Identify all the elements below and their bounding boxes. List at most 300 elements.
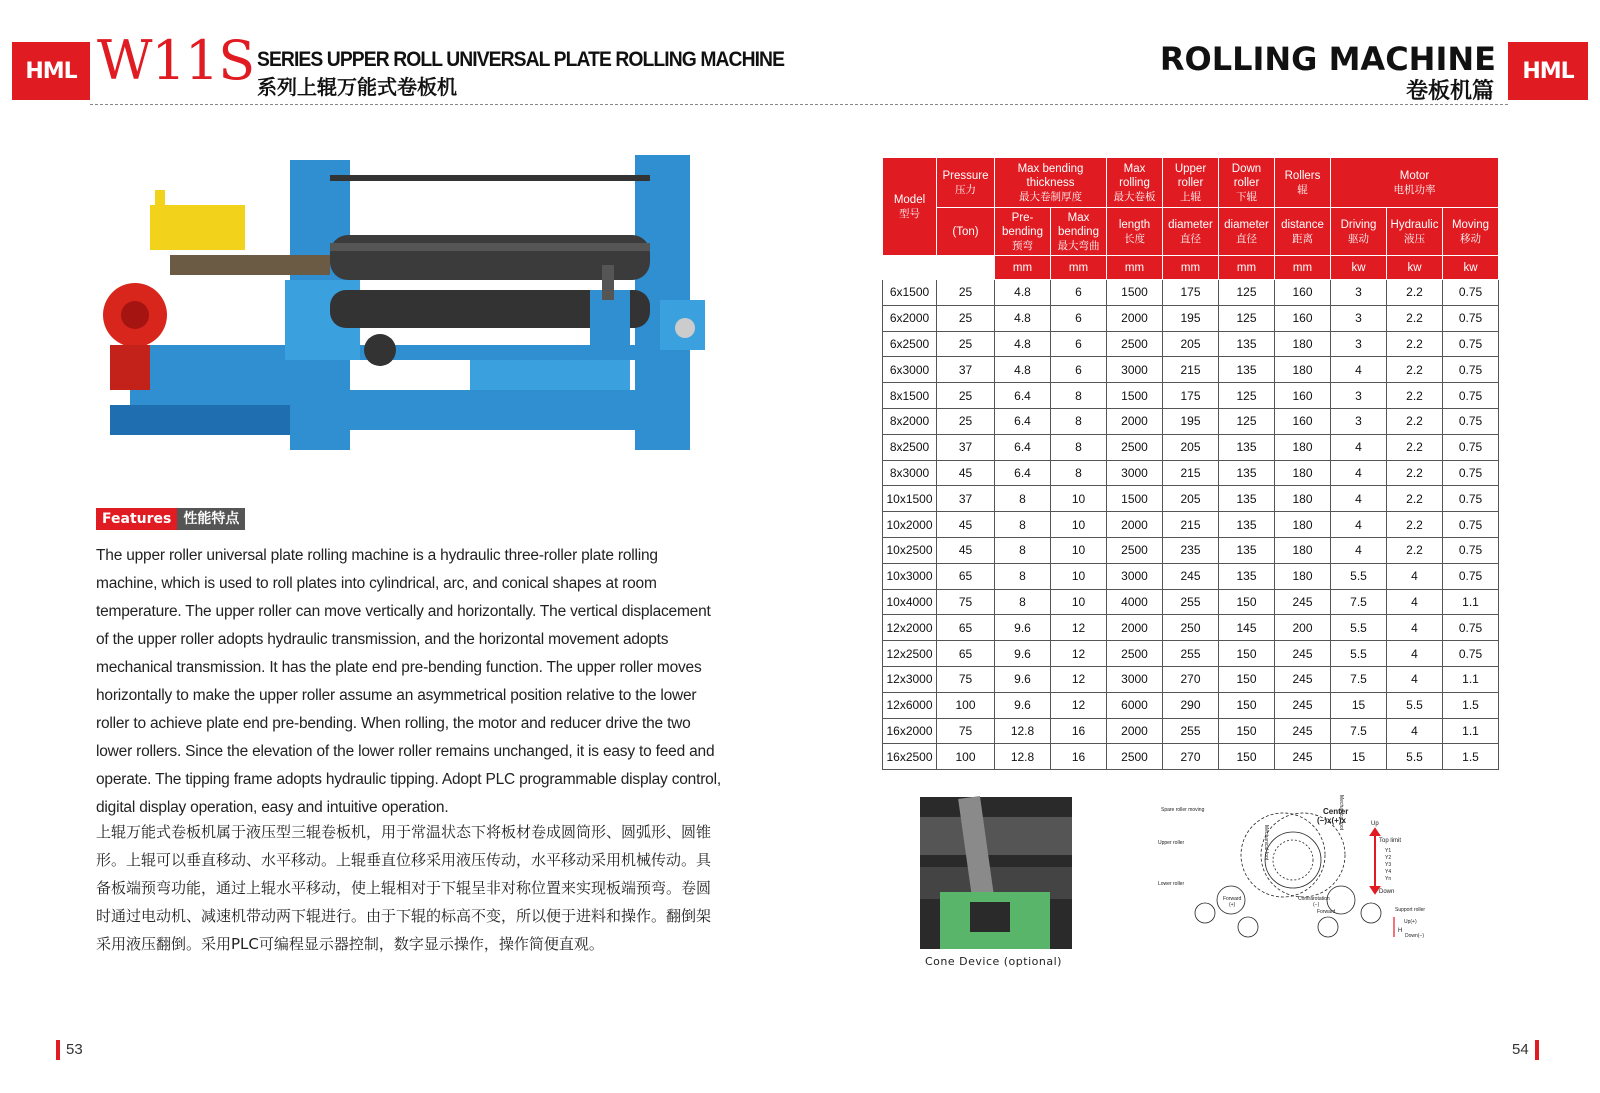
table-cell: 4 [1331, 512, 1387, 538]
table-cell: 245 [1275, 744, 1331, 770]
table-cell: 16 [1051, 744, 1107, 770]
table-row [883, 280, 1499, 306]
table-cell: 10 [1051, 486, 1107, 512]
diagram-up-label: Up [1371, 821, 1379, 827]
page-number-right: 54 [1512, 1040, 1539, 1060]
diagram-forward-plus: (+) [1229, 902, 1236, 908]
table-cell: 0.75 [1443, 357, 1499, 383]
header-divider [90, 104, 1508, 105]
unit-cell: kw [1331, 256, 1387, 280]
th-down-roller: Down roller 下辊 [1219, 158, 1275, 208]
table-cell: 8 [995, 589, 1051, 615]
table-cell: 1.1 [1443, 718, 1499, 744]
table-cell: 245 [1275, 666, 1331, 692]
table-cell: 0.75 [1443, 383, 1499, 409]
th-pressure: Pressure 压力 [937, 158, 995, 208]
table-cell: 10 [1051, 537, 1107, 563]
table-cell: 2.2 [1387, 460, 1443, 486]
table-cell: 0.75 [1443, 280, 1499, 306]
table-cell: 215 [1163, 512, 1219, 538]
table-row [883, 615, 1499, 641]
unit-cell: mm [1275, 256, 1331, 280]
table-cell: 100 [937, 744, 995, 770]
table-cell: 6.4 [995, 434, 1051, 460]
th-upper-roller: Upper roller 上辊 [1163, 158, 1219, 208]
diagram-top-limit: Top limit [1379, 838, 1402, 844]
roller-motion-diagram [1158, 795, 1488, 965]
table-cell: 0.75 [1443, 615, 1499, 641]
table-cell: 245 [1275, 589, 1331, 615]
table-cell: 270 [1163, 744, 1219, 770]
table-cell: 8 [1051, 408, 1107, 434]
table-cell: 180 [1275, 460, 1331, 486]
table-cell: 9.6 [995, 615, 1051, 641]
th-model: Model 型号 [883, 158, 937, 256]
th-pre-bending: Pre- bending 预弯 [995, 208, 1051, 256]
table-cell: 6.4 [995, 383, 1051, 409]
table-cell: 10 [1051, 512, 1107, 538]
table-cell: 4 [1387, 666, 1443, 692]
table-cell: 12 [1051, 692, 1107, 718]
table-cell: 75 [937, 718, 995, 744]
model-cell: 10x2500 [883, 537, 937, 563]
table-row [883, 408, 1499, 434]
table-cell: 135 [1219, 331, 1275, 357]
table-cell: 5.5 [1387, 744, 1443, 770]
diagram-contrarotation: Contrarotation [1298, 896, 1330, 902]
table-cell: 3 [1331, 408, 1387, 434]
model-cell: 8x2500 [883, 434, 937, 460]
table-cell: 160 [1275, 408, 1331, 434]
table-cell: 65 [937, 563, 995, 589]
table-cell: 4.8 [995, 280, 1051, 306]
table-cell: 5.5 [1331, 563, 1387, 589]
table-cell: 150 [1219, 692, 1275, 718]
table-cell: 16 [1051, 718, 1107, 744]
table-cell: 0.75 [1443, 641, 1499, 667]
table-cell: 205 [1163, 486, 1219, 512]
model-cell: 8x2000 [883, 408, 937, 434]
table-cell: 4 [1331, 460, 1387, 486]
unit-cell: kw [1443, 256, 1499, 280]
model-cell: 10x3000 [883, 563, 937, 589]
table-cell: 4 [1331, 357, 1387, 383]
diagram-support-label: Support roller [1395, 907, 1426, 913]
series-title-en: SERIES UPPER ROLL UNIVERSAL PLATE ROLLING MACHINE [257, 48, 785, 71]
table-cell: 270 [1163, 666, 1219, 692]
unit-cell: kw [1387, 256, 1443, 280]
th-hydraulic: Hydraulic 液压 [1387, 208, 1443, 256]
table-cell: 4 [1331, 486, 1387, 512]
table-cell: 2.2 [1387, 408, 1443, 434]
diagram-y3: Y3 [1385, 862, 1392, 868]
model-cell: 6x3000 [883, 357, 937, 383]
diagram-down-label: Down [1379, 889, 1395, 895]
th-moving: Moving 移动 [1443, 208, 1499, 256]
table-cell: 4 [1387, 615, 1443, 641]
diagram-up-plus: Up(+) [1404, 919, 1417, 925]
table-cell: 135 [1219, 357, 1275, 383]
th-distance: distance 距离 [1275, 208, 1331, 256]
table-cell: 135 [1219, 512, 1275, 538]
table-cell: 12 [1051, 641, 1107, 667]
table-cell: 180 [1275, 357, 1331, 383]
table-cell: 180 [1275, 512, 1331, 538]
table-cell: 2500 [1107, 537, 1163, 563]
units-blank [937, 256, 995, 280]
th-pressure-unit: (Ton) [937, 208, 995, 256]
table-cell: 37 [937, 357, 995, 383]
table-cell: 2.2 [1387, 280, 1443, 306]
table-cell: 6.4 [995, 460, 1051, 486]
table-cell: 15 [1331, 692, 1387, 718]
table-cell: 2.2 [1387, 383, 1443, 409]
table-cell: 4.8 [995, 357, 1051, 383]
table-cell: 255 [1163, 589, 1219, 615]
table-cell: 2.2 [1387, 331, 1443, 357]
table-cell: 25 [937, 383, 995, 409]
table-cell: 10 [1051, 589, 1107, 615]
diagram-down-minus: Down(−) [1405, 933, 1425, 939]
table-cell: 6 [1051, 280, 1107, 306]
table-cell: 25 [937, 408, 995, 434]
unit-cell: mm [1163, 256, 1219, 280]
model-cell: 16x2000 [883, 718, 937, 744]
table-cell: 8 [995, 537, 1051, 563]
cone-device-caption: Cone Device (optional) [925, 955, 1062, 968]
table-cell: 12.8 [995, 744, 1051, 770]
table-cell: 37 [937, 486, 995, 512]
table-cell: 195 [1163, 305, 1219, 331]
table-cell: 10 [1051, 563, 1107, 589]
table-cell: 245 [1275, 718, 1331, 744]
table-cell: 0.75 [1443, 408, 1499, 434]
th-max-rolling: Max rolling 最大卷板 [1107, 158, 1163, 208]
table-row [883, 486, 1499, 512]
diagram-forward-left: Forward [1223, 896, 1242, 902]
table-cell: 2.2 [1387, 486, 1443, 512]
model-cell: 12x3000 [883, 666, 937, 692]
table-cell: 2000 [1107, 512, 1163, 538]
table-cell: 125 [1219, 305, 1275, 331]
table-cell: 0.75 [1443, 486, 1499, 512]
table-row [883, 331, 1499, 357]
rolling-machine-image [90, 150, 715, 465]
table-cell: 2500 [1107, 641, 1163, 667]
table-cell: 2000 [1107, 615, 1163, 641]
table-cell: 160 [1275, 305, 1331, 331]
table-cell: 245 [1163, 563, 1219, 589]
section-title-cn: 卷板机篇 [1405, 79, 1494, 104]
table-cell: 12 [1051, 666, 1107, 692]
table-cell: 9.6 [995, 641, 1051, 667]
table-cell: 65 [937, 615, 995, 641]
model-cell: 6x2000 [883, 305, 937, 331]
model-cell: 10x4000 [883, 589, 937, 615]
table-cell: 4000 [1107, 589, 1163, 615]
table-cell: 4.8 [995, 331, 1051, 357]
model-cell: 16x2500 [883, 744, 937, 770]
table-cell: 8 [1051, 434, 1107, 460]
table-cell: 175 [1163, 280, 1219, 306]
features-tag-cn: 性能特点 [177, 508, 245, 530]
table-cell: 6 [1051, 305, 1107, 331]
features-tag [96, 508, 245, 530]
spec-table [882, 157, 1499, 770]
table-cell: 135 [1219, 537, 1275, 563]
table-cell: 4 [1331, 434, 1387, 460]
diagram-upper-label: Upper roller [1158, 840, 1185, 846]
table-cell: 3000 [1107, 357, 1163, 383]
table-cell: 0.75 [1443, 563, 1499, 589]
diagram-contra-minus: (−) [1313, 902, 1320, 908]
table-cell: 150 [1219, 666, 1275, 692]
th-motor: Motor 电机功率 [1331, 158, 1499, 208]
table-cell: 3000 [1107, 563, 1163, 589]
cone-device-image [920, 797, 1072, 949]
table-cell: 4 [1387, 589, 1443, 615]
table-cell: 65 [937, 641, 995, 667]
diagram-h-label: H [1398, 928, 1403, 934]
table-cell: 3000 [1107, 460, 1163, 486]
table-cell: 2.2 [1387, 537, 1443, 563]
table-row [883, 563, 1499, 589]
th-rollers: Rollers 辊 [1275, 158, 1331, 208]
model-cell: 6x2500 [883, 331, 937, 357]
table-cell: 4.8 [995, 305, 1051, 331]
table-cell: 1.5 [1443, 692, 1499, 718]
diagram-mech-foot-left: Mechanical foot [1263, 825, 1269, 861]
table-cell: 125 [1219, 280, 1275, 306]
table-cell: 255 [1163, 718, 1219, 744]
table-row [883, 692, 1499, 718]
table-cell: 7.5 [1331, 666, 1387, 692]
features-paragraph-cn: 上辊万能式卷板机属于液压型三辊卷板机，用于常温状态下将板材卷成圆筒形、圆弧形、圆锥形。上辊可以垂直移动、水平移动。上辊垂直位移采用液压传动，水平移动采用机械传动。具备板端预弯功能，通过上辊水平移动，使上辊相对于下辊呈非对称位置来实现板端预弯。卷圆时通过电动机、减速机带动两下辊进行。由于下辊的标高不变，所以便于进料和操作。翻倒架采用液压翻倒。采用PLC可编程显示器控制，数字显示操作，操作简便直观。 [96, 823, 712, 953]
table-cell: 75 [937, 589, 995, 615]
th-upper-diameter: diameter 直径 [1163, 208, 1219, 256]
table-cell: 1.1 [1443, 666, 1499, 692]
table-cell: 25 [937, 331, 995, 357]
table-cell: 1500 [1107, 280, 1163, 306]
table-cell: 180 [1275, 537, 1331, 563]
table-cell: 0.75 [1443, 305, 1499, 331]
table-cell: 290 [1163, 692, 1219, 718]
table-cell: 235 [1163, 537, 1219, 563]
table-cell: 3 [1331, 280, 1387, 306]
table-cell: 135 [1219, 486, 1275, 512]
table-cell: 205 [1163, 434, 1219, 460]
table-cell: 2000 [1107, 718, 1163, 744]
table-row [883, 718, 1499, 744]
table-cell: 180 [1275, 486, 1331, 512]
th-length: length 长度 [1107, 208, 1163, 256]
diagram-center-label: Center [1323, 807, 1349, 816]
table-cell: 45 [937, 460, 995, 486]
th-down-diameter: diameter 直径 [1219, 208, 1275, 256]
series-title-cn: 系列上辊万能式卷板机 [257, 75, 457, 99]
table-cell: 45 [937, 537, 995, 563]
table-cell: 25 [937, 280, 995, 306]
table-cell: 125 [1219, 383, 1275, 409]
table-row [883, 666, 1499, 692]
table-cell: 2.2 [1387, 305, 1443, 331]
table-cell: 4 [1387, 718, 1443, 744]
table-row [883, 460, 1499, 486]
table-cell: 135 [1219, 460, 1275, 486]
table-cell: 3 [1331, 383, 1387, 409]
table-cell: 7.5 [1331, 718, 1387, 744]
diagram-spare-label: Spare roller moving [1161, 807, 1205, 813]
unit-cell: mm [1107, 256, 1163, 280]
table-cell: 6.4 [995, 408, 1051, 434]
model-cell: 8x3000 [883, 460, 937, 486]
table-cell: 9.6 [995, 692, 1051, 718]
table-cell: 135 [1219, 434, 1275, 460]
table-cell: 255 [1163, 641, 1219, 667]
table-cell: 4 [1331, 537, 1387, 563]
table-cell: 1500 [1107, 383, 1163, 409]
table-cell: 180 [1275, 563, 1331, 589]
table-cell: 3 [1331, 331, 1387, 357]
table-cell: 2500 [1107, 434, 1163, 460]
table-cell: 15 [1331, 744, 1387, 770]
table-row [883, 512, 1499, 538]
table-cell: 180 [1275, 434, 1331, 460]
table-cell: 250 [1163, 615, 1219, 641]
table-cell: 2500 [1107, 744, 1163, 770]
diagram-lower-label: Lower roller [1158, 881, 1185, 887]
units-row [883, 256, 1499, 280]
table-cell: 3 [1331, 305, 1387, 331]
diagram-center-sub: (−)x(+)x [1317, 816, 1346, 825]
table-cell: 205 [1163, 331, 1219, 357]
table-cell: 0.75 [1443, 460, 1499, 486]
unit-cell: mm [1051, 256, 1107, 280]
hml-logo-left: HML [12, 42, 90, 100]
th-max-bending-thickness: Max bending thickness 最大卷制厚度 [995, 158, 1107, 208]
table-cell: 150 [1219, 589, 1275, 615]
table-cell: 245 [1275, 692, 1331, 718]
table-row [883, 744, 1499, 770]
model-title: W11S [97, 29, 255, 92]
table-cell: 125 [1219, 408, 1275, 434]
table-cell: 1.1 [1443, 589, 1499, 615]
table-cell: 7.5 [1331, 589, 1387, 615]
table-cell: 8 [995, 512, 1051, 538]
hml-logo-right: HML [1508, 42, 1588, 100]
model-cell: 12x2000 [883, 615, 937, 641]
th-driving: Driving 驱动 [1331, 208, 1387, 256]
diagram-y1: Y1 [1385, 848, 1392, 854]
units-blank [883, 256, 937, 280]
page-number-left: 53 [56, 1040, 83, 1060]
table-cell: 175 [1163, 383, 1219, 409]
table-row [883, 641, 1499, 667]
table-cell: 195 [1163, 408, 1219, 434]
diagram-forward-right: Forward [1317, 909, 1336, 915]
diagram-y2: Y2 [1385, 855, 1392, 861]
model-cell: 10x1500 [883, 486, 937, 512]
table-cell: 2000 [1107, 305, 1163, 331]
table-cell: 2.2 [1387, 512, 1443, 538]
table-cell: 9.6 [995, 666, 1051, 692]
th-max-bending: Max bending 最大弯曲 [1051, 208, 1107, 256]
table-cell: 12.8 [995, 718, 1051, 744]
table-cell: 0.75 [1443, 512, 1499, 538]
features-tag-en: Features [96, 508, 177, 530]
table-cell: 45 [937, 512, 995, 538]
table-cell: 0.75 [1443, 331, 1499, 357]
table-cell: 8 [995, 486, 1051, 512]
unit-cell: mm [1219, 256, 1275, 280]
table-cell: 145 [1219, 615, 1275, 641]
table-cell: 2500 [1107, 331, 1163, 357]
table-cell: 160 [1275, 280, 1331, 306]
table-cell: 160 [1275, 383, 1331, 409]
table-cell: 150 [1219, 744, 1275, 770]
table-cell: 1.5 [1443, 744, 1499, 770]
table-cell: 150 [1219, 718, 1275, 744]
table-cell: 6 [1051, 331, 1107, 357]
table-row [883, 357, 1499, 383]
table-cell: 6 [1051, 357, 1107, 383]
table-cell: 4 [1387, 641, 1443, 667]
table-cell: 12 [1051, 615, 1107, 641]
table-cell: 180 [1275, 331, 1331, 357]
unit-cell: mm [995, 256, 1051, 280]
table-cell: 4 [1387, 563, 1443, 589]
table-cell: 215 [1163, 460, 1219, 486]
table-cell: 215 [1163, 357, 1219, 383]
table-cell: 100 [937, 692, 995, 718]
table-cell: 2.2 [1387, 357, 1443, 383]
table-cell: 25 [937, 305, 995, 331]
table-cell: 150 [1219, 641, 1275, 667]
table-row [883, 589, 1499, 615]
table-row [883, 305, 1499, 331]
model-cell: 12x2500 [883, 641, 937, 667]
table-cell: 2.2 [1387, 434, 1443, 460]
table-cell: 5.5 [1331, 641, 1387, 667]
table-cell: 1500 [1107, 486, 1163, 512]
table-cell: 75 [937, 666, 995, 692]
table-cell: 8 [1051, 383, 1107, 409]
model-cell: 12x6000 [883, 692, 937, 718]
features-paragraph-en: The upper roller universal plate rolling machine is a hydraulic three-roller plate rolling machine, which is used to roll plates into cylindrical, arc, and conical shapes at room temperature. The upper roller can move vertically and horizontally. The vertical displacement of the upper roller adopts hydraulic transmission, and the horizontal movement adopts mechanical transmission. It has the plate end pre-bending function. The upper roller moves horizontally to make the upper roller assume an asymmetrical position relative to the lower roller to achieve plate end pre-bending. When rolling, the motor and reducer drive the two lower rollers. Since the elevation of the lower roller remains unchanged, it is easy to feed and operate. The tipping frame adopts hydraulic tipping. Adopt PLC programmable display control, digital display operation, easy and intuitive operation. [96, 547, 721, 816]
table-cell: 5.5 [1387, 692, 1443, 718]
table-row [883, 434, 1499, 460]
table-row [883, 537, 1499, 563]
table-cell: 2000 [1107, 408, 1163, 434]
table-cell: 8 [995, 563, 1051, 589]
model-cell: 10x2000 [883, 512, 937, 538]
table-cell: 3000 [1107, 666, 1163, 692]
diagram-yn: Yn [1385, 876, 1392, 882]
model-cell: 8x1500 [883, 383, 937, 409]
model-cell: 6x1500 [883, 280, 937, 306]
diagram-mech-foot-right: Mechanical foot [1338, 795, 1344, 831]
table-cell: 135 [1219, 563, 1275, 589]
table-row [883, 383, 1499, 409]
table-cell: 5.5 [1331, 615, 1387, 641]
diagram-y4: Y4 [1385, 869, 1392, 875]
table-cell: 200 [1275, 615, 1331, 641]
table-cell: 0.75 [1443, 537, 1499, 563]
table-cell: 0.75 [1443, 434, 1499, 460]
table-cell: 8 [1051, 460, 1107, 486]
table-cell: 245 [1275, 641, 1331, 667]
table-cell: 37 [937, 434, 995, 460]
